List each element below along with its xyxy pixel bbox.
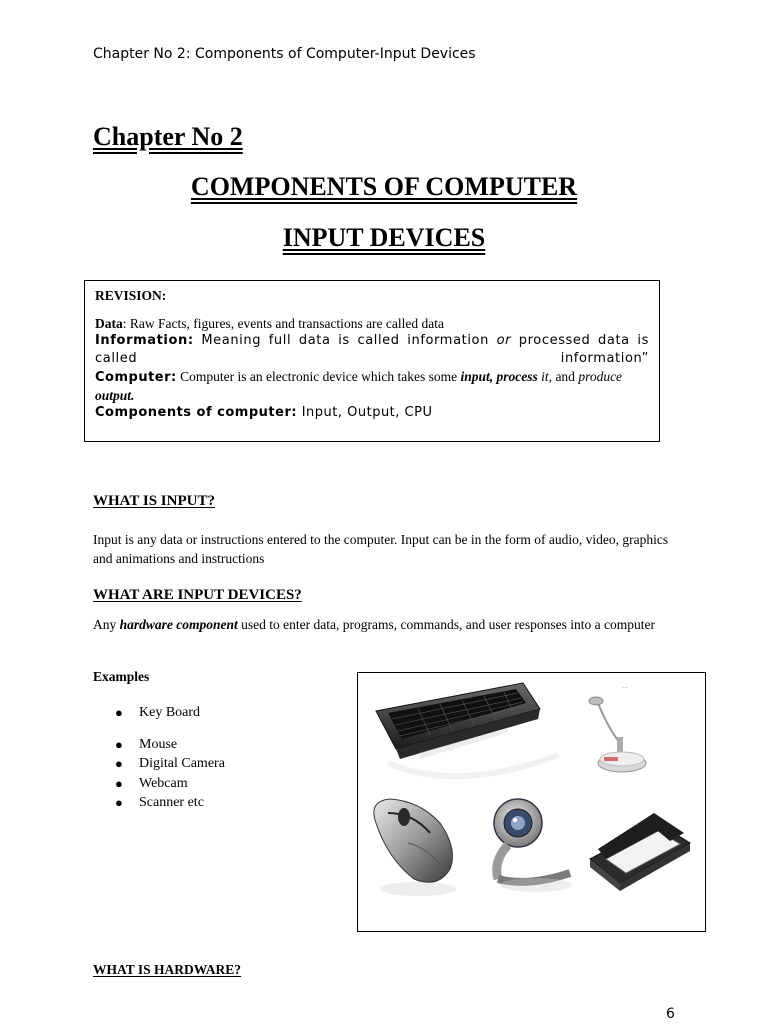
page-header: Chapter No 2: Components of Computer-Input Devices (93, 46, 476, 62)
list-item-label: Webcam (139, 775, 188, 791)
what-is-input-text: Input is any data or instructions entered to the computer. Input can be in the form of audio, video, graphics and animations and instructions (93, 532, 669, 566)
bullet-icon: ● (115, 705, 123, 720)
information-text-2: processed data is called information” (95, 333, 649, 366)
list-item (93, 774, 225, 794)
what-is-input-heading: WHAT IS INPUT? (93, 493, 215, 509)
input-devices-text-prefix: Any (93, 617, 120, 632)
list-item-label: Key Board (139, 705, 201, 720)
scanner-icon (590, 813, 690, 891)
mouse-icon (374, 799, 456, 896)
chapter-heading: Chapter No 2 (93, 122, 243, 151)
input-devices-illustration (358, 673, 706, 932)
input-devices-image (357, 672, 706, 932)
input-devices-text-bold: hardware component (119, 617, 238, 632)
input-devices-heading: WHAT ARE INPUT DEVICES? (93, 587, 302, 603)
list-item-label: Mouse (139, 736, 178, 752)
bullet-icon: ● (115, 795, 123, 810)
computer-text-and: and (552, 369, 579, 384)
list-item (93, 754, 225, 774)
svg-text:·····: ····· (632, 822, 639, 827)
title-input-devices: INPUT DEVICES (282, 223, 486, 252)
computer-italic-it: it, (537, 369, 553, 384)
list-item (93, 703, 225, 723)
keyboard-icon (376, 683, 558, 776)
components-text: Input, Output, CPU (297, 405, 433, 420)
bullet-icon: ● (115, 775, 123, 791)
examples-list (93, 703, 225, 813)
input-devices-text (93, 616, 683, 635)
information-label: Information: (95, 333, 194, 348)
microphone-icon (589, 685, 646, 772)
revision-data-line (95, 315, 649, 333)
input-devices-text-suffix: used to enter data, programs, commands, and user responses into a computer (237, 617, 656, 632)
data-text: : Raw Facts, figures, events and transactions are called data (122, 315, 445, 331)
bullet-icon: ● (115, 756, 123, 771)
bullet-icon: ● (115, 736, 123, 752)
computer-bold-output: output. (95, 387, 135, 403)
list-item-label: Digital Camera (139, 756, 225, 771)
computer-label: Computer: (95, 370, 177, 385)
revision-heading: REVISION: (95, 288, 167, 303)
webcam-icon (494, 799, 572, 892)
title-components: COMPONENTS OF COMPUTER (190, 172, 578, 201)
revision-information-line (95, 332, 649, 367)
what-is-hardware-heading: WHAT IS HARDWARE? (93, 962, 242, 977)
revision-box (84, 280, 660, 442)
page-number: 6 (666, 1006, 675, 1022)
revision-computer-line (95, 368, 649, 404)
information-or: or (496, 333, 512, 348)
list-item (93, 793, 225, 813)
data-label: Data (95, 315, 123, 331)
computer-italic-produce: produce (578, 369, 623, 384)
revision-components-line (95, 404, 649, 422)
examples-label: Examples (93, 669, 150, 684)
list-item (93, 735, 225, 755)
information-text: Meaning full data is called information (193, 333, 497, 348)
components-label: Components of computer: (95, 405, 298, 420)
computer-text: Computer is an electronic device which takes some (176, 369, 461, 384)
list-item-label: Scanner etc (139, 795, 204, 810)
computer-bold-input-process: input, process (460, 369, 538, 384)
svg-text:·····: ····· (622, 685, 629, 690)
